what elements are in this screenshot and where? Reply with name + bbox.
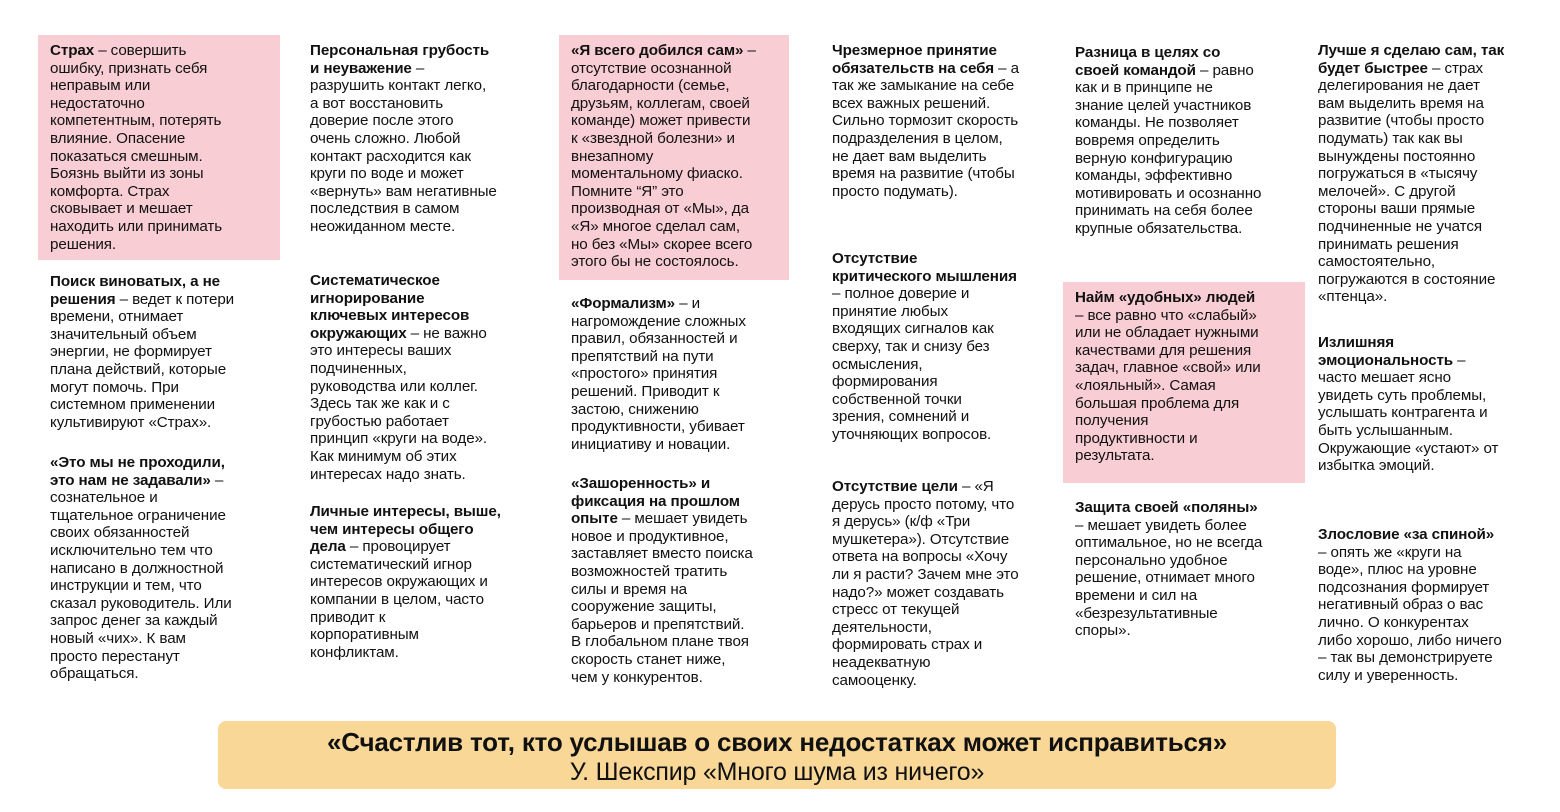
card-title: Систематическое игнорирование ключевых интересов окружающих [310,272,470,342]
card-text: – часто мешает ясно увидеть суть проблемы, услышать контрагента и быть услышанным. Окружающие «устают» от избытка эмоций. [1318,351,1499,475]
card-do-it-myself [1318,42,1548,306]
card-title: Злословие «за спиной» [1318,526,1495,543]
card-title: Чрезмерное принятие обязательств на себя [832,42,997,77]
card-title: Отсутствие цели [832,478,958,495]
card-fear [38,35,280,260]
card-title: «Это мы не проходили, это нам не задавали» [50,454,225,489]
card-title: Лучше я сделаю сам, так будет быстрее [1318,42,1505,77]
card-title: «Зашоренность» и фиксация на прошлом опыте [571,475,740,528]
card-title: Личные интересы, выше, чем интересы общего дела [310,503,501,556]
card-title: Поиск виноватых, а не решения [50,273,220,308]
card-rudeness [310,42,535,236]
card-blame-search [50,273,275,431]
card-title: Страх [50,42,95,59]
card-blinkered [571,475,796,686]
card-title: Найм «удобных» людей [1075,289,1256,306]
card-text: – все равно что «слабый» или не обладает нужными качествами для решения задач, главное «свой» или «лояльный». Самая большая проблема для получения продуктивности и результата. [1075,306,1261,465]
card-no-critical-thinking [832,250,1057,444]
quote-text: «Счастлив тот, кто услышав о своих недостатках может исправиться» [326,727,1228,757]
card-title: Защита своей «поляны» [1075,499,1258,516]
card-title: Отсутствие критического мышления [832,250,1017,285]
quote-author: У. Шекспир «Много шума из ничего» [569,758,985,786]
card-text: – а так же замыкание на себе всех важных решений. Сильно тормозит скорость подразделения в целом, не дает вам выделить время на развитие (чтобы просто подумать). [832,59,1019,200]
card-text: – отсутствие осознанной благодарности (семье, друзьям, коллегам, своей команде) может привести к «звездной болезни» и внезапному моментальному фиаско. Помните “Я” это производная от «Мы», да «Я» многое сделал сам, но без «Мы» скорее всего этого бы не состоялось. [571,42,756,271]
card-text: – разрушить контакт легко, а вот восстановить доверие после этого очень сложно. Любой контакт расходится как круги по воде и может «вернуть» вам негативные последствия в самом неожиданном месте. [310,59,497,235]
card-emotionality [1318,334,1548,475]
card-text: – мешает увидеть более оптимальное, но не всегда персонально удобное решение, отнимает много времени и сил на «безрезультативные споры». [1075,516,1263,640]
card-text: – страх делегирования не дает вам выделить время на развитие (чтобы просто подумать) так как вы вынуждены постоянно погружаться в «тысячу мелочей». С другой стороны ваши прямые подчиненные не учатся принимать решения самостоятельно, погружаются в состояние «птенца». [1318,59,1496,306]
card-personal-interests [310,503,535,661]
card-text: – не важно это интересы ваших подчиненных, руководства или коллег. Здесь так же как и с грубостью работает принцип «круги на воде». Как минимум об этих интересах надо знать. [310,324,488,483]
card-text: – и нагромождение сложных правил, обязанностей и препятствий на пути «простого» принятия решений. Приводит к застою, снижению продуктивности, убивает инициативу и новации. [571,295,746,453]
card-text: – полное доверие и принятие любых входящих сигналов как сверху, так и снизу без осмысления, формирования собственной точки зрения, сомнений и уточняющих вопросов. [832,285,994,443]
card-overcommitment [832,42,1057,200]
card-text: – сознательное и тщательное ограничение своих обязанностей исключительно тем что написано в должностной инструкции и тем, что сказал руководитель. Или запрос денег за каждый новый «чих». К вам просто перестанут обращаться. [50,471,232,683]
card-backbiting [1318,526,1548,684]
card-turf-defense [1075,499,1305,640]
card-text: – «Я дерусь просто потому, что я дерусь» (к/ф «Три мушкетера»). Отсутствие ответа на вопросы «Хочу ли я расти? Зачем мне это надо?» может создавать стресс от текущей деятельности, формировать страх и неадекватную самооценку. [832,478,1019,689]
card-text: – мешает увидеть новое и продуктивное, заставляет вместо поиска возможностей тратить силы и время на сооружение защиты, барьеров и препятствий. В глобальном плане твоя скорость станет ниже, чем у конкурентов. [571,510,753,686]
card-text: – провоцирует систематический игнор интересов окружающих и компании в целом, часто приводит к корпоративным конфликтам. [310,538,488,661]
card-title: Излишняя эмоциональность [1318,334,1454,369]
card-text: – равно как и в принципе не знание целей участников команды. Не позволяет вовремя определить верную конфигурацию команды, эффективно мотивировать и осознанно принимать на себя более крупные обязательства. [1075,61,1262,237]
card-convenient-hires [1063,282,1305,483]
card-formalism [571,295,796,453]
card-ignoring-interests [310,272,535,483]
quote-banner [218,721,1336,789]
card-title: Разница в целях со своей командой [1075,44,1221,79]
card-no-goal [832,478,1057,689]
card-self-made [559,35,789,280]
card-text: – совершить ошибку, признать себя неправым или недостаточно компетентным, потерять влияние. Опасение показаться смешным. Боязнь выйти из зоны комфорта. Страх сковывает и мешает находить или принимать решения. [50,42,223,253]
card-text: – опять же «круги на воде», плюс на уровне подсознания формирует негативный образ о вас лично. О конкурентах либо хорошо, либо ничего – так вы демонстрируете силу и уверенность. [1318,543,1502,684]
card-not-our-job [50,454,275,683]
card-text: – ведет к потери времени, отнимает значительный объем энергии, не формирует плана действий, которые могут помочь. При системном применении культивируют «Страх». [50,290,235,431]
card-title: «Формализм» [571,295,675,312]
card-title: Персональная грубость и неуважение [310,42,490,77]
card-title: «Я всего добился сам» [571,42,744,59]
card-goal-mismatch [1075,44,1305,238]
